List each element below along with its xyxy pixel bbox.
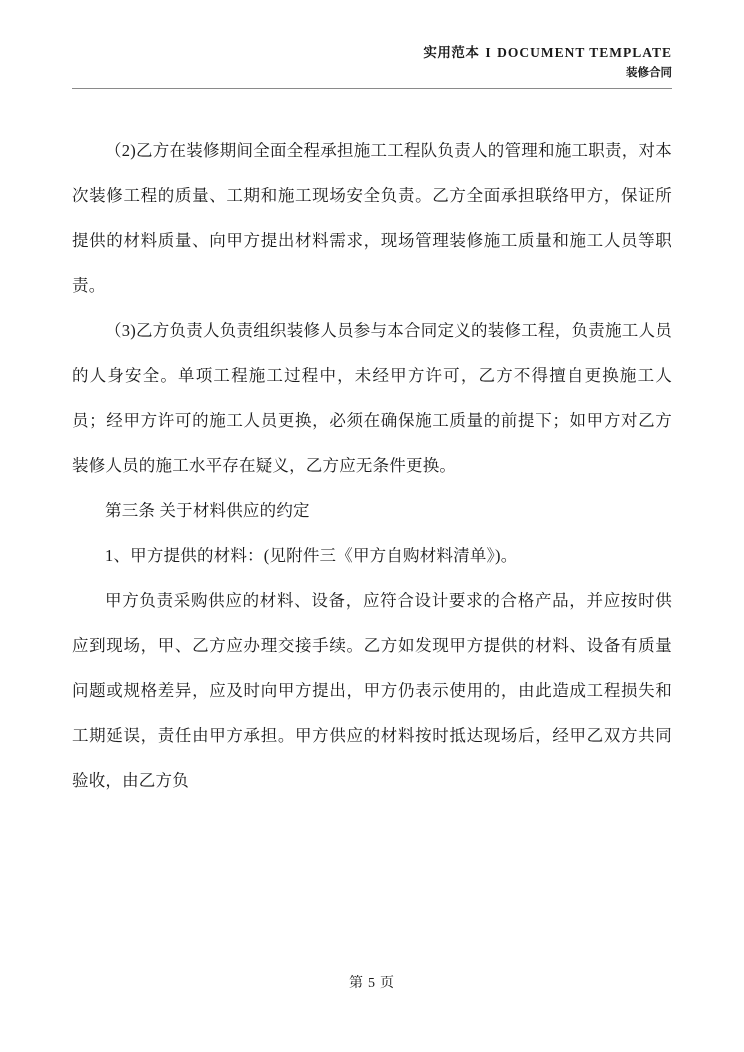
footer-page-number: 5 bbox=[368, 976, 376, 991]
header-title-cn: 实用范本 bbox=[423, 45, 480, 60]
paragraph: 甲方负责采购供应的材料、设备，应符合设计要求的合格产品，并应按时供应到现场，甲、乙方应办理交接手续。乙方如发现甲方提供的材料、设备有质量问题或规格差异，应及时向甲方提出，甲方仍表示使用的，由此造成工程损失和工期延误，责任由甲方承担。甲方供应的材料按时抵达现场后，经甲乙双方共同验收，由乙方负 bbox=[72, 591, 672, 790]
section-heading: 第三条 关于材料供应的约定 bbox=[105, 501, 310, 520]
page-header bbox=[72, 44, 672, 81]
header-divider bbox=[72, 88, 672, 89]
footer-prefix: 第 bbox=[349, 976, 364, 991]
page-footer bbox=[0, 972, 744, 992]
header-title-en: DOCUMENT TEMPLATE bbox=[497, 45, 672, 60]
paragraph: 1、甲方提供的材料：(见附件三《甲方自购材料清单》)。 bbox=[105, 546, 518, 565]
header-separator: I bbox=[485, 45, 492, 60]
header-subtitle: 装修合同 bbox=[626, 67, 672, 79]
paragraph: （2)乙方在装修期间全面全程承担施工工程队负责人的管理和施工职责，对本次装修工程的质量、工期和施工现场安全负责。乙方全面承担联络甲方，保证所提供的材料质量、向甲方提出材料需求，现场管理装修施工质量和施工人员等职责。 bbox=[72, 141, 672, 295]
footer-suffix: 页 bbox=[380, 976, 395, 991]
header-title-line bbox=[72, 44, 672, 62]
paragraph: （3)乙方负责人负责组织装修人员参与本合同定义的装修工程，负责施工人员的人身安全。单项工程施工过程中，未经甲方许可，乙方不得擅自更换施工人员；经甲方许可的施工人员更换，必须在确保施工质量的前提下；如甲方对乙方装修人员的施工水平存在疑义，乙方应无条件更换。 bbox=[72, 321, 672, 475]
document-body bbox=[72, 128, 672, 803]
